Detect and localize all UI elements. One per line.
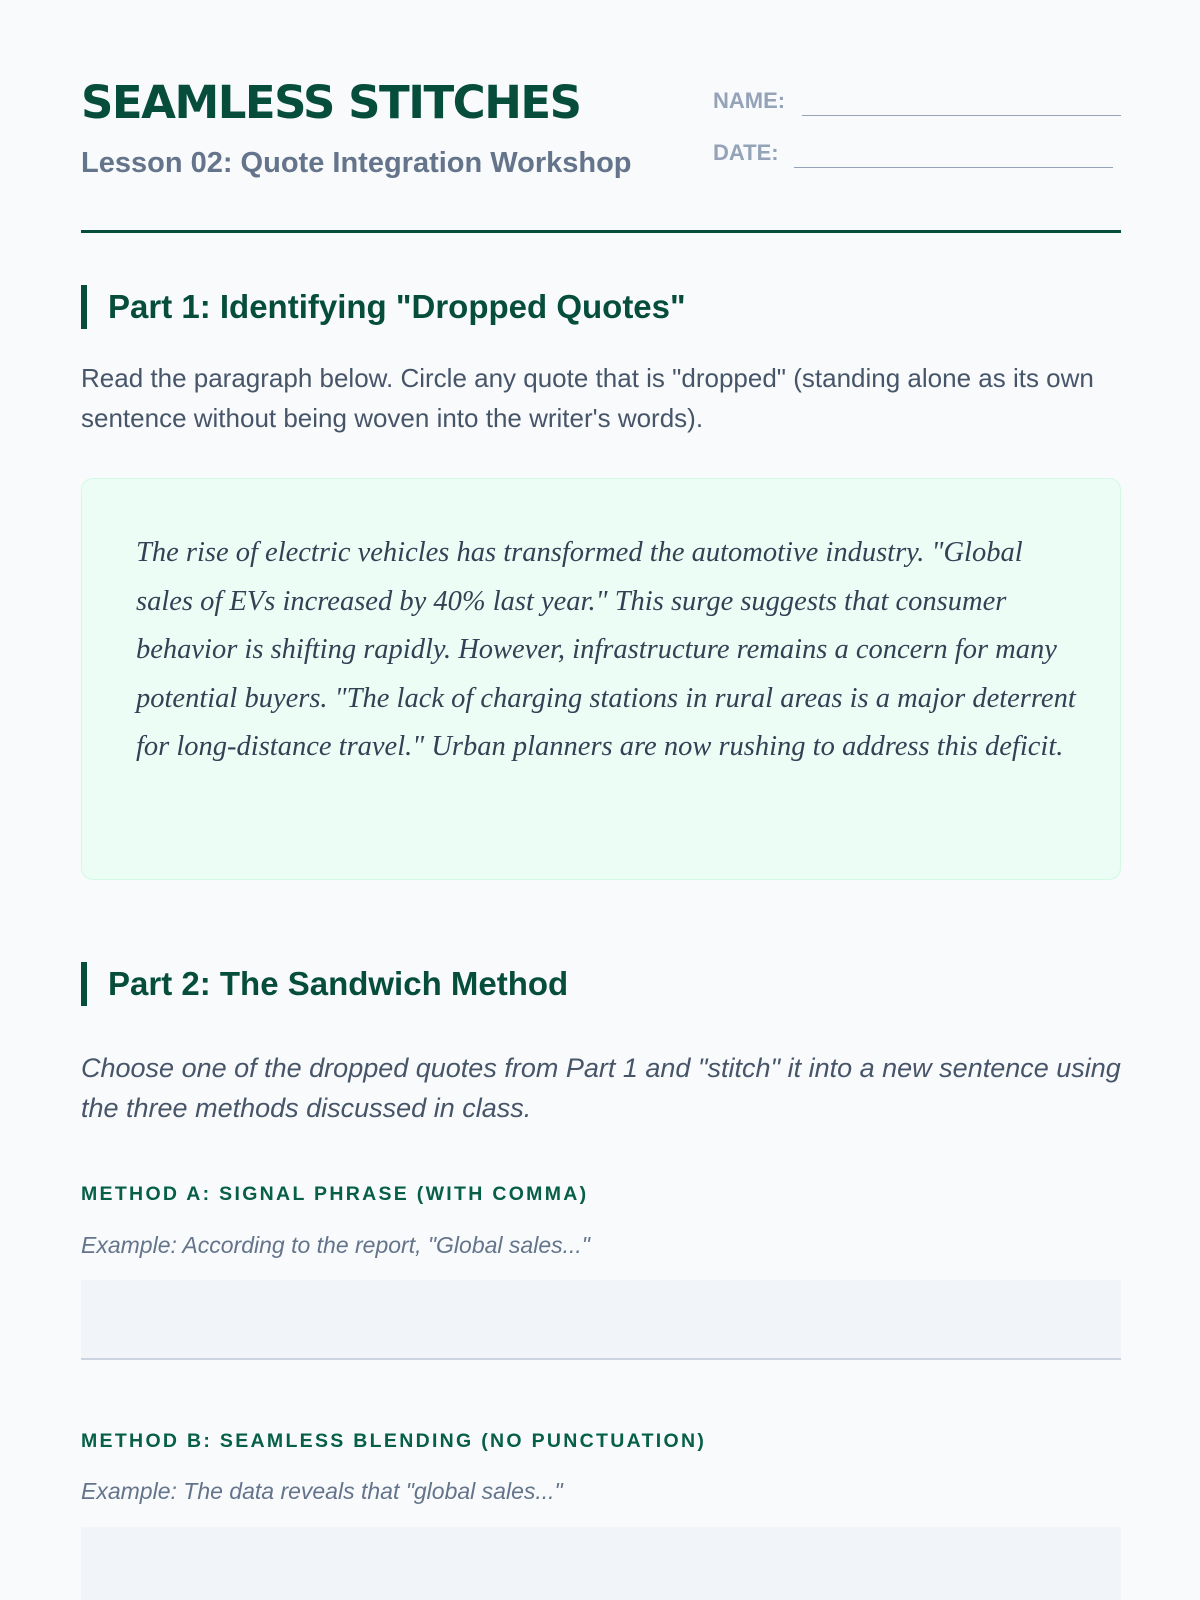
- method-a-example: Example: According to the report, "Global sales...": [81, 1232, 590, 1258]
- method-b-example: Example: The data reveals that "global sales...": [81, 1478, 563, 1504]
- method-a-heading: METHOD A: SIGNAL PHRASE (WITH COMMA): [81, 1183, 589, 1205]
- part2-title: Part 2: The Sandwich Method: [81, 962, 1108, 1006]
- name-label: NAME:: [713, 88, 786, 113]
- passage-text: The rise of electric vehicles has transformed the automotive industry. "Global sales of EVs increased by 40% last year." This surge suggests that consumer behavior is shifting rapidly. However, infrastructure remains a concern for many potential buyers. "The lack of charging stations in rural areas is a major deterrent for long-distance travel." Urban planners are now rushing to address this deficit.: [136, 537, 1076, 762]
- name-field[interactable]: [713, 86, 1121, 116]
- part1-instructions: Read the paragraph below. Circle any quote that is "dropped" (standing alone as its own sentence without being woven into the writer's words).: [81, 363, 1094, 433]
- method-a-answer-box[interactable]: [81, 1280, 1121, 1360]
- date-line[interactable]: [794, 167, 1113, 168]
- method-b-answer-box[interactable]: [81, 1527, 1121, 1600]
- lesson-subtitle: Lesson 02: Quote Integration Workshop: [81, 147, 632, 179]
- method-b-heading: METHOD B: SEAMLESS BLENDING (NO PUNCTUATION): [81, 1430, 707, 1452]
- name-line[interactable]: [802, 115, 1121, 116]
- part2-instructions: Choose one of the dropped quotes from Part 1 and "stitch" it into a new sentence using the three methods discussed in class.: [81, 1053, 1121, 1123]
- date-field[interactable]: [713, 138, 1113, 168]
- worksheet-header: [81, 72, 1121, 233]
- passage-box: [81, 478, 1121, 880]
- part1-title: Part 1: Identifying "Dropped Quotes": [81, 285, 1108, 329]
- brand-title: SEAMLESS STITCHES: [81, 76, 581, 129]
- date-label: DATE:: [713, 140, 779, 165]
